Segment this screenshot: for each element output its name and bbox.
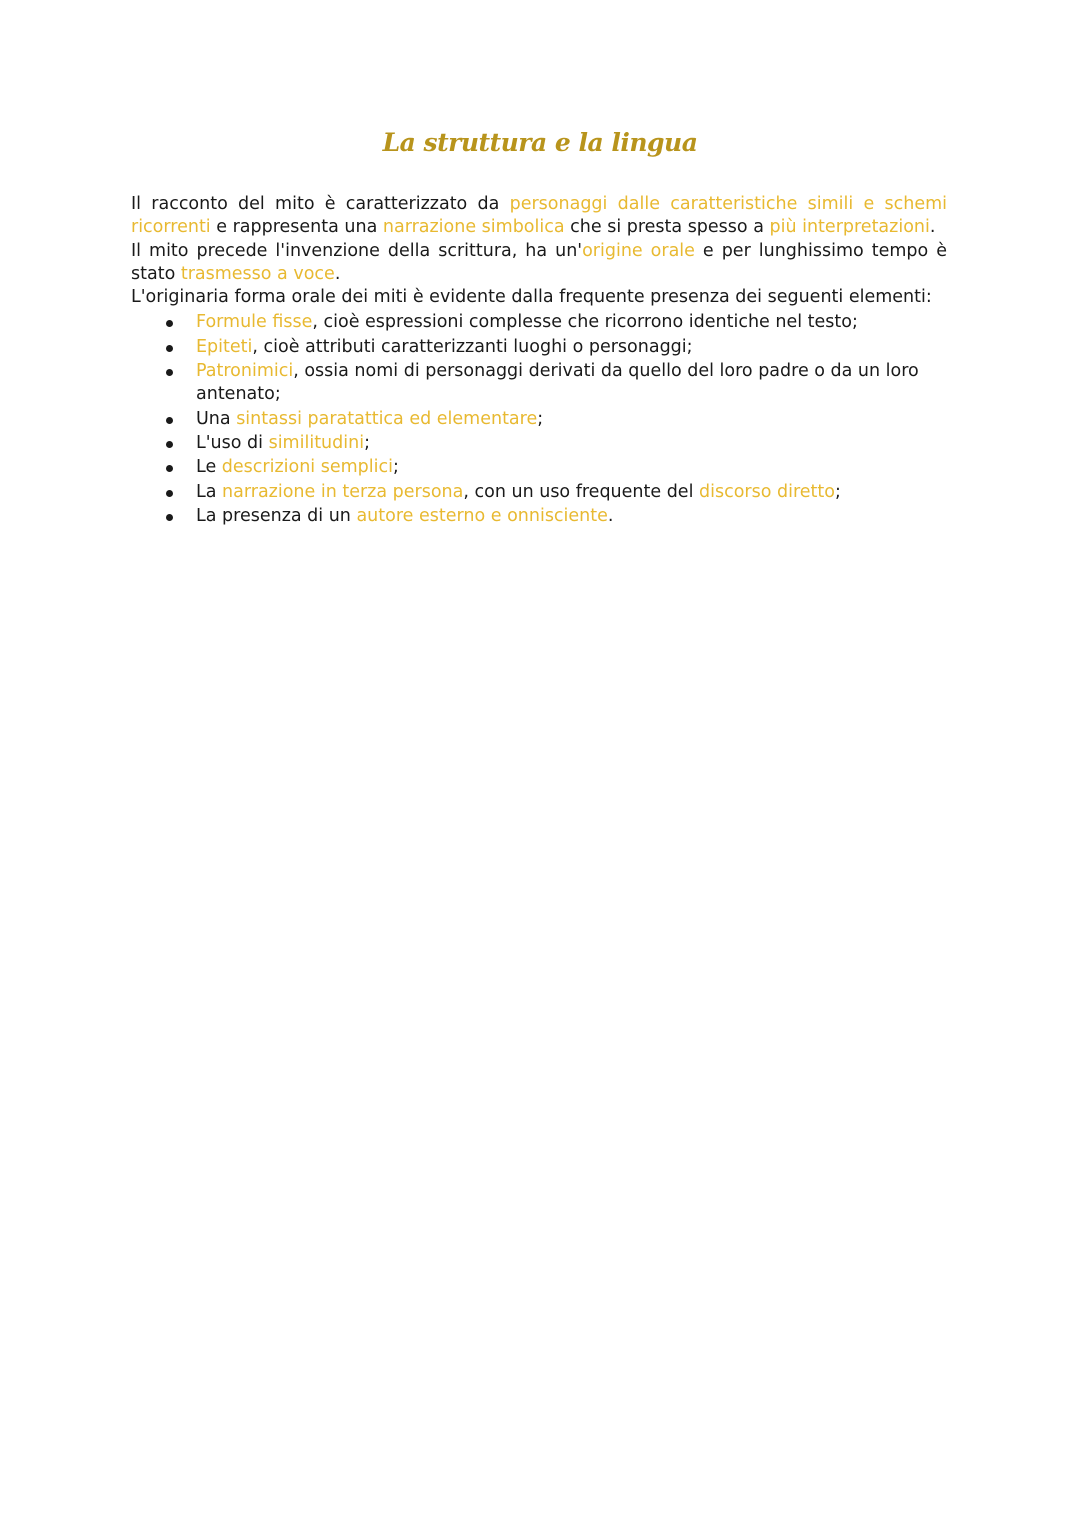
text-run: , cioè attributi caratterizzanti luoghi o personaggi; [252, 336, 693, 357]
text-run: Il mito precede l'invenzione della scrittura, ha un' [131, 240, 583, 261]
list-item [131, 408, 947, 431]
highlighted-term: autore esterno e onnisciente [356, 505, 608, 526]
text-run: , cioè espressioni complesse che ricorrono identiche nel testo; [312, 312, 858, 333]
intro-paragraph [131, 193, 947, 240]
bullet-icon [166, 490, 173, 497]
highlighted-term: narrazione in terza persona [222, 481, 464, 502]
text-run: La [196, 481, 223, 502]
highlighted-term: Formule fisse [196, 312, 313, 333]
text-run: L'uso di [196, 432, 269, 453]
highlighted-term: sintassi paratattica ed elementare [236, 408, 538, 429]
bullet-icon [166, 345, 173, 352]
text-run: . [607, 505, 614, 526]
highlighted-term: Epiteti [196, 336, 253, 357]
highlighted-term: discorso diretto [699, 481, 835, 502]
text-run: . [929, 217, 936, 238]
document-body [131, 193, 947, 529]
highlighted-term: trasmesso a voce [180, 263, 335, 284]
elements-list [131, 311, 947, 528]
list-item [131, 505, 947, 528]
list-item [131, 360, 947, 407]
highlighted-term: più interpretazioni [769, 217, 930, 238]
bullet-icon [166, 369, 173, 376]
list-item [131, 336, 947, 359]
list-item [131, 432, 947, 455]
text-run: La presenza di un [196, 505, 357, 526]
highlighted-term: origine orale [582, 240, 695, 261]
highlighted-term: descrizioni semplici [221, 457, 393, 478]
text-run: ; [392, 457, 399, 478]
text-run: ; [364, 432, 370, 453]
list-item [131, 311, 947, 334]
list-item [131, 456, 947, 479]
text-run: che si presta spesso a [564, 217, 770, 238]
text-run: . [334, 263, 341, 284]
elements-intro-paragraph [131, 286, 947, 309]
bullet-icon [166, 514, 173, 521]
list-item [131, 481, 947, 504]
highlighted-term: personaggi dalle caratteristiche simili e schemi ricorrenti [131, 194, 947, 238]
highlighted-term: narrazione simbolica [382, 217, 565, 238]
bullet-icon [166, 441, 173, 448]
text-run: L'originaria forma orale dei miti è evidente dalla frequente presenza dei seguenti elementi: [131, 287, 932, 308]
page-title: La struttura e la lingua [382, 128, 698, 157]
text-run: Una [196, 408, 237, 429]
text-run: , ossia nomi di personaggi derivati da quello del loro padre o da un loro antenato; [196, 361, 919, 405]
text-run: Le [196, 457, 222, 478]
text-run: Il racconto del mito è caratterizzato da [131, 194, 510, 214]
highlighted-term: similitudini [268, 432, 365, 453]
bullet-icon [166, 417, 173, 424]
text-run: e per lunghissimo tempo è stato [131, 240, 947, 284]
highlighted-term: Patronimici [196, 361, 294, 382]
text-run: e rappresenta una [210, 217, 383, 238]
text-run: , con un uso frequente del [463, 481, 699, 502]
bullet-icon [166, 320, 173, 327]
bullet-icon [166, 465, 173, 472]
text-run: ; [537, 408, 544, 429]
text-run: ; [834, 481, 841, 502]
origin-paragraph [131, 240, 947, 287]
